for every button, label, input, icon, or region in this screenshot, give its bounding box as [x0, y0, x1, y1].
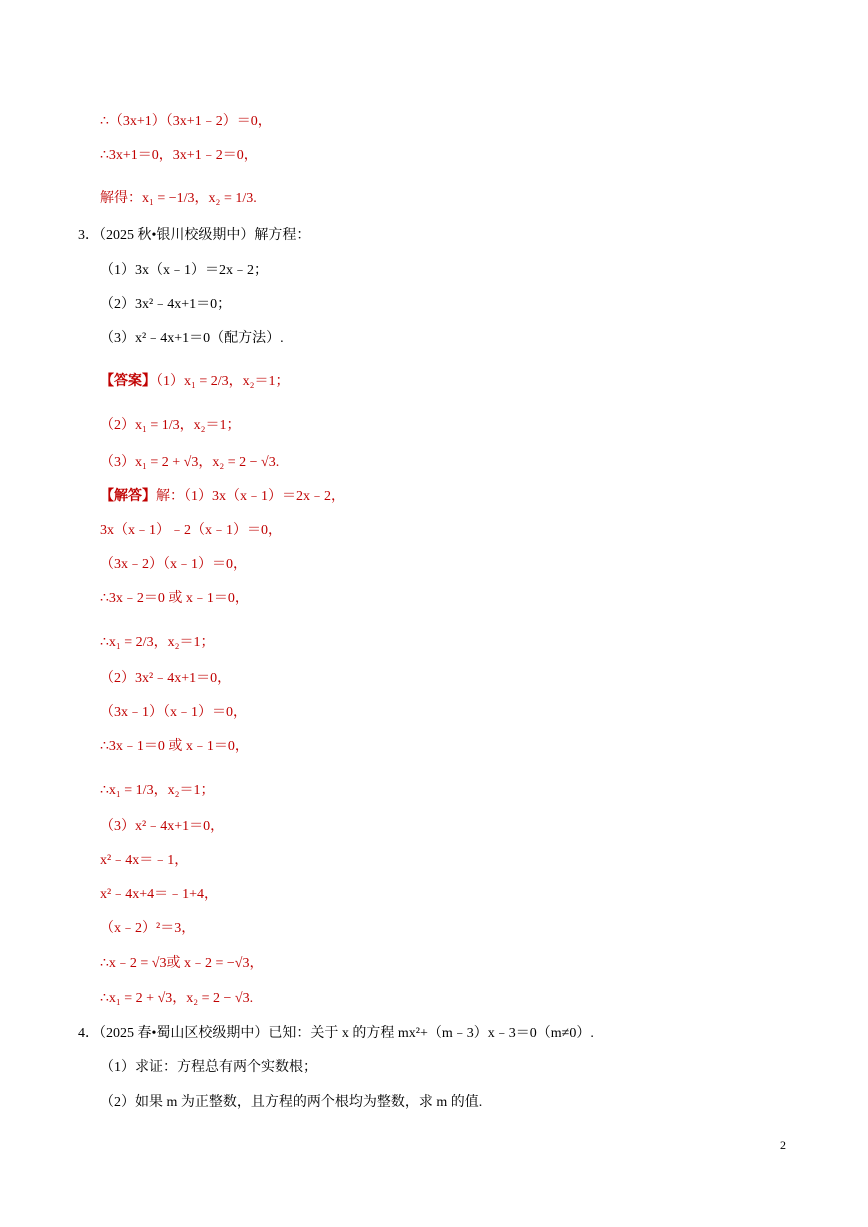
text-line: （1）3x（x﹣1）＝2x﹣2；	[100, 263, 268, 278]
solution-label: 【解答】	[100, 489, 156, 504]
question-4-heading: 4．（2025 春•蜀山区校级期中）已知：关于 x 的方程 mx²+（m﹣3）x﹣3＝0（m≠0）.	[78, 1026, 594, 1041]
text-line: ∴x﹣2 = √3或 x﹣2 = −√3，	[100, 956, 264, 971]
text-line: （2）3x²﹣4x+1＝0，	[100, 671, 232, 686]
text-line: （3）x²﹣4x+1＝0（配方法）.	[100, 331, 284, 346]
text-line: （3x﹣1）（x﹣1）＝0，	[100, 705, 247, 720]
text-line: ∴x₁ = 2 + √3，x₂ = 2 − √3.	[100, 991, 254, 1006]
text-line: （1）求证：方程总有两个实数根；	[100, 1060, 317, 1075]
solution-text: 解：（1）3x（x﹣1）＝2x﹣2，	[156, 489, 345, 504]
text-line: ∴3x﹣1＝0 或 x﹣1＝0，	[100, 739, 249, 754]
answer-line	[100, 372, 290, 392]
text-line: （3）x²﹣4x+1＝0，	[100, 819, 225, 834]
answer-text: （1）x₁ = 2/3，x₂＝1；	[156, 374, 290, 389]
text-line: （2）x₁ = 1/3，x₂＝1；	[100, 418, 241, 433]
text-line: （3）x₁ = 2 + √3，x₂ = 2 − √3.	[100, 455, 280, 470]
text-line: ∴（3x+1）（3x+1﹣2）＝0，	[100, 114, 272, 129]
answer-label: 【答案】	[100, 374, 156, 389]
text-line: ∴x₁ = 2/3，x₂＝1；	[100, 635, 215, 650]
text-line: ∴3x+1＝0，3x+1﹣2＝0，	[100, 148, 258, 163]
page-number: 2	[780, 1138, 786, 1152]
text-line: （2）3x²﹣4x+1＝0；	[100, 297, 232, 312]
text-line: ∴3x﹣2＝0 或 x﹣1＝0，	[100, 591, 249, 606]
text-line: 解得：x₁ = −1/3，x₂ = 1/3.	[100, 191, 257, 206]
text-line: （x﹣2）²＝3，	[100, 921, 196, 936]
text-line: （2）如果 m 为正整数，且方程的两个根均为整数，求 m 的值.	[100, 1095, 483, 1110]
text-line: x²﹣4x＝﹣1，	[100, 853, 189, 868]
solution-line	[100, 487, 345, 507]
text-line: 3x（x﹣1）﹣2（x﹣1）＝0，	[100, 523, 282, 538]
text-line: x²﹣4x+4＝﹣1+4，	[100, 887, 218, 902]
text-line: （3x﹣2）（x﹣1）＝0，	[100, 557, 247, 572]
text-line: ∴x₁ = 1/3，x₂＝1；	[100, 783, 215, 798]
question-3-heading: 3．（2025 秋•银川校级期中）解方程：	[78, 228, 311, 243]
